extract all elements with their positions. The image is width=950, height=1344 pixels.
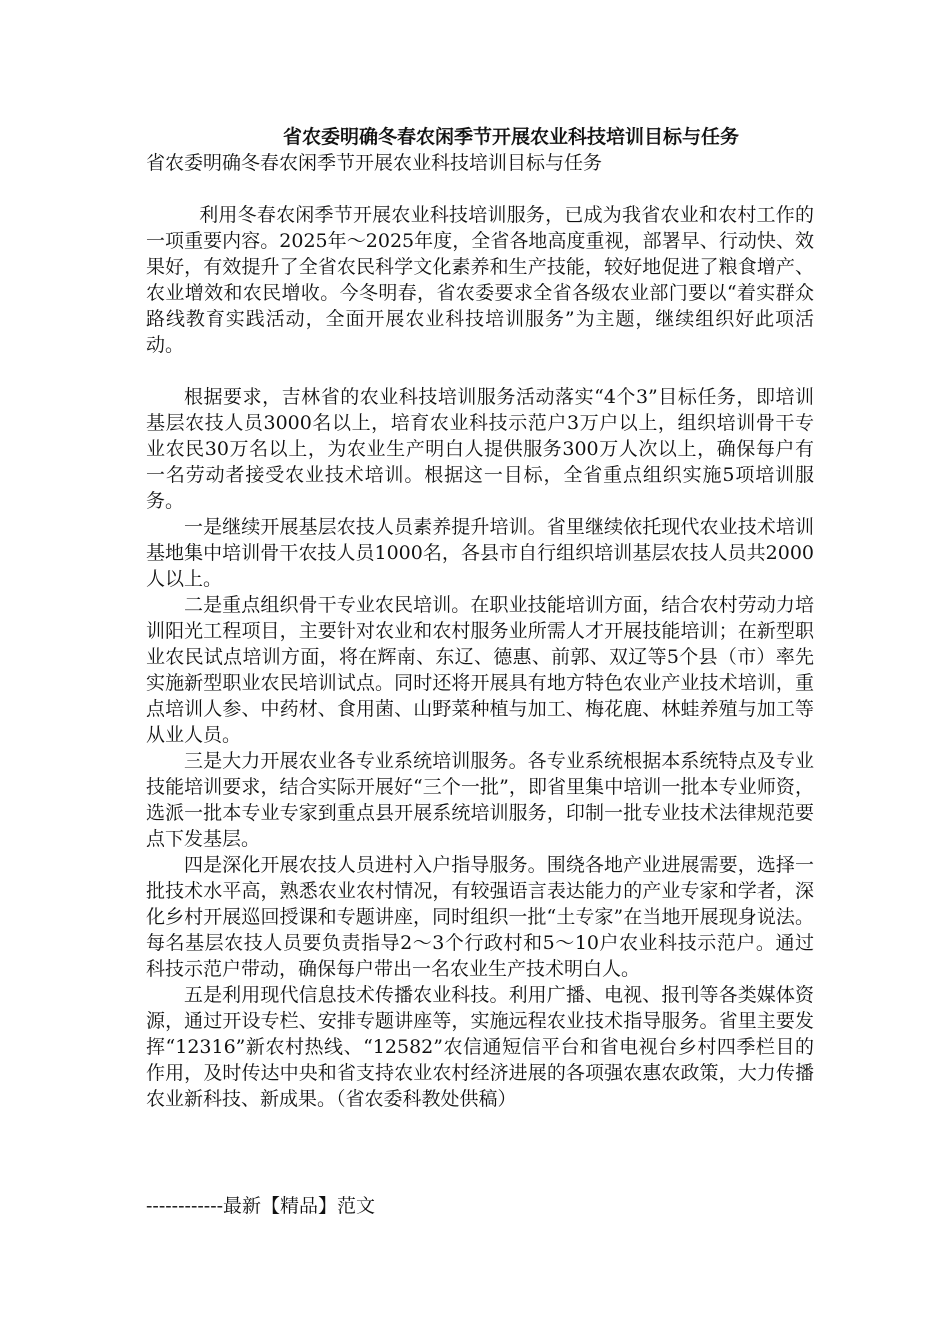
document-title: 省农委明确冬春农闲季节开展农业科技培训目标与任务 <box>282 126 739 148</box>
paragraph-item-2: 二是重点组织骨干专业农民培训。在职业技能培训方面，结合农村劳动力培训阳光工程项目，主要针对农业和农村服务业所需人才开展技能培训；在新型职业农民试点培训方面，将在辉南、东辽、德惠、前郭、双辽等5个县（市）率先实施新型职业农民培训试点。同时还将开展具有地方特色农业产业技术培训，重点培训人参、中药材、食用菌、山野菜种植与加工、梅花鹿、林蛙养殖与加工等从业人员。 <box>146 594 814 746</box>
paragraph-item-1: 一是继续开展基层农技人员素养提升培训。省里继续依托现代农业技术培训基地集中培训骨干农技人员1000名，各县市自行组织培训基层农技人员共2000人以上。 <box>146 516 814 590</box>
paragraph-item-3: 三是大力开展农业各专业系统培训服务。各专业系统根据本系统特点及专业技能培训要求，结合实际开展好“三个一批”，即省里集中培训一批本专业师资，选派一批本专业专家到重点县开展系统培训服务，印制一批专业技术法律规范要点下发基层。 <box>146 750 814 850</box>
paragraph-item-5: 五是利用现代信息技术传播农业科技。利用广播、电视、报刊等各类媒体资源，通过开设专栏、安排专题讲座等，实施远程农业技术指导服务。省里主要发挥“12316”新农村热线、“12582”农信通短信平台和省电视台乡村四季栏目的作用，及时传达中央和省支持农业农村经济进展的各项强农惠农政策，大力传播农业新科技、新成果。（省农委科教处供稿） <box>146 984 814 1110</box>
paragraph-requirements: 根据要求，吉林省的农业科技培训服务活动落实“4个3”目标任务，即培训基层农技人员3000名以上，培育农业科技示范户3万户以上，组织培训骨干专业农民30万名以上，为农业生产明白人提供服务300万人次以上，确保每户有一名劳动者接受农业技术培训。根据这一目标，全省重点组织实施5项培训服务。 <box>146 386 814 512</box>
footer-note: ------------最新【精品】范文 <box>146 1195 376 1217</box>
paragraph-item-4: 四是深化开展农技人员进村入户指导服务。围绕各地产业进展需要，选择一批技术水平高，熟悉农业农村情况，有较强语言表达能力的产业专家和学者，深化乡村开展巡回授课和专题讲座，同时组织一批“土专家”在当地开展现身说法。每名基层农技人员要负责指导2～3个行政村和5～10户农业科技示范户。通过科技示范户带动，确保每户带出一名农业生产技术明白人。 <box>146 854 814 980</box>
document-page <box>146 124 814 1112</box>
document-subtitle: 省农委明确冬春农闲季节开展农业科技培训目标与任务 <box>146 152 603 174</box>
paragraph-intro: 利用冬春农闲季节开展农业科技培训服务，已成为我省农业和农村工作的一项重要内容。2025年～2025年度，全省各地高度重视，部署早、行动快、效果好，有效提升了全省农民科学文化素养和生产技能，较好地促进了粮食增产、农业增效和农民增收。今冬明春，省农委要求全省各级农业部门要以“着实群众路线教育实践活动，全面开展农业科技培训服务”为主题，继续组织好此项活动。 <box>146 204 814 356</box>
